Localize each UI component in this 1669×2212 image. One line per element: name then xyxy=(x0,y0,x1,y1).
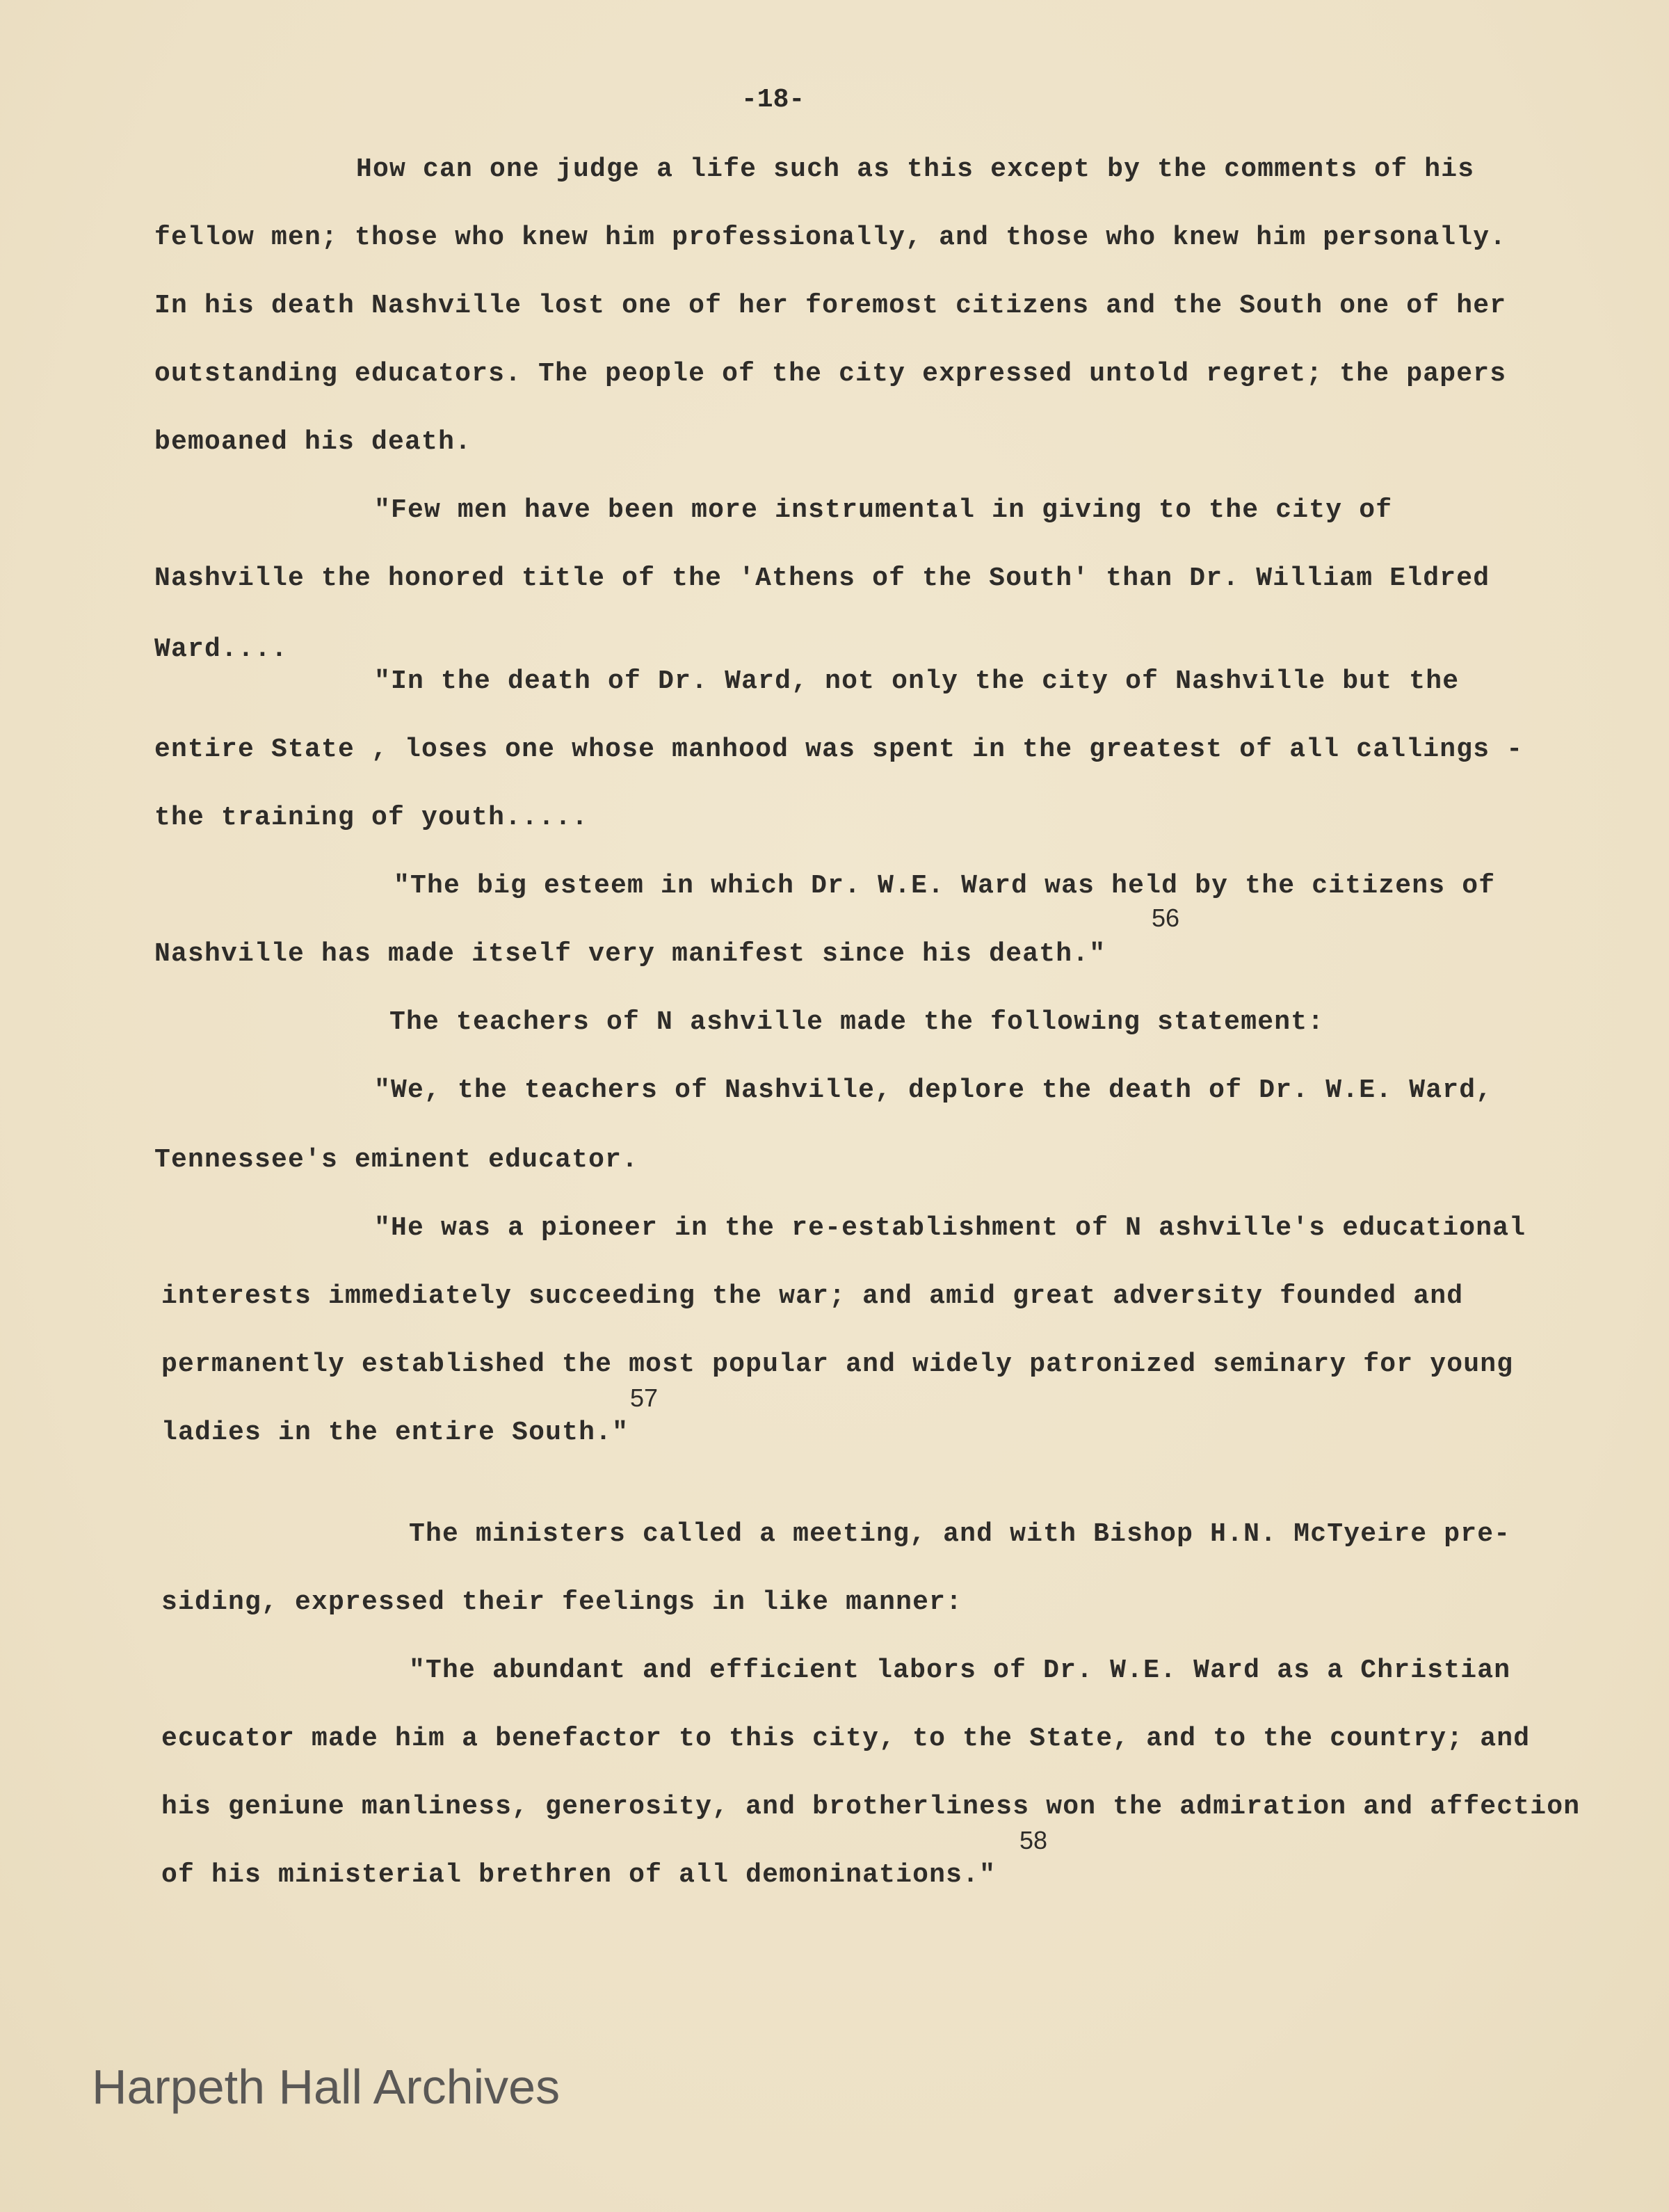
page-number: -18- xyxy=(741,85,805,115)
text-line-14: The teachers of N ashville made the following statement: xyxy=(389,1007,1325,1037)
text-line-19: permanently established the most popular and widely patronized seminary for young xyxy=(161,1349,1514,1379)
text-line-26: of his ministerial brethren of all demoninations." xyxy=(161,1860,997,1890)
text-line-20: ladies in the entire South." xyxy=(161,1418,629,1448)
text-line-18: interests immediately succeeding the war; and amid great adversity founded and xyxy=(161,1281,1464,1311)
text-line-24: ecucator made him a benefactor to this city, to the State, and to the country; and xyxy=(161,1724,1531,1754)
text-line-6: "Few men have been more instrumental in giving to the city of xyxy=(374,495,1393,525)
text-line-8: Ward.... xyxy=(154,634,289,664)
text-line-22: siding, expressed their feelings in like manner: xyxy=(161,1587,963,1617)
text-line-15: "We, the teachers of Nashville, deplore the death of Dr. W.E. Ward, xyxy=(374,1075,1493,1105)
text-line-5: bemoaned his death. xyxy=(154,427,472,457)
text-line-25: his geniune manliness, generosity, and brotherliness won the admiration and affection xyxy=(161,1792,1581,1822)
text-line-10: entire State , loses one whose manhood was spent in the greatest of all callings - xyxy=(154,735,1524,764)
text-line-13: Nashville has made itself very manifest since his death." xyxy=(154,939,1106,969)
text-line-3: In his death Nashville lost one of her foremost citizens and the South one of her xyxy=(154,291,1507,321)
archive-stamp: Harpeth Hall Archives xyxy=(92,2060,561,2114)
footnote-ref-58: 58 xyxy=(1019,1826,1048,1854)
text-line-17: "He was a pioneer in the re-establishment of N ashville's educational xyxy=(374,1213,1526,1243)
text-line-23: "The abundant and efficient labors of Dr. W.E. Ward as a Christian xyxy=(409,1656,1511,1685)
text-line-7: Nashville the honored title of the 'Athens of the South' than Dr. William Eldred xyxy=(154,563,1490,593)
text-line-12: "The big esteem in which Dr. W.E. Ward was held by the citizens of xyxy=(394,871,1496,901)
text-line-11: the training of youth..... xyxy=(154,803,589,833)
footnote-ref-56: 56 xyxy=(1152,904,1180,932)
text-line-9: "In the death of Dr. Ward, not only the city of Nashville but the xyxy=(374,666,1460,696)
text-line-21: The ministers called a meeting, and with Bishop H.N. McTyeire pre- xyxy=(409,1519,1511,1549)
text-line-4: outstanding educators. The people of the city expressed untold regret; the papers xyxy=(154,359,1507,389)
text-line-2: fellow men; those who knew him professionally, and those who knew him personally. xyxy=(154,223,1507,253)
text-line-16: Tennessee's eminent educator. xyxy=(154,1145,639,1175)
text-line-1: How can one judge a life such as this except by the comments of his xyxy=(356,154,1475,184)
footnote-ref-57: 57 xyxy=(630,1384,659,1412)
